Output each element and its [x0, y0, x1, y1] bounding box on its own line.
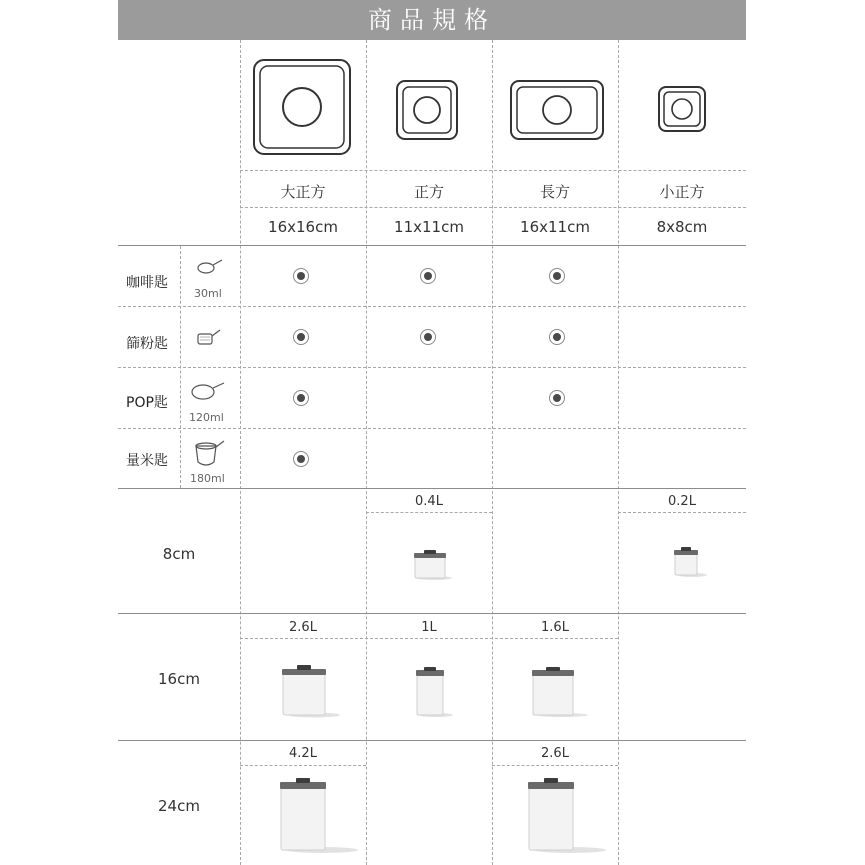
row-divider: [240, 765, 366, 766]
scoop-name: POP匙: [126, 395, 168, 411]
row-divider: [118, 367, 746, 368]
shape-size: 16x16cm: [268, 218, 338, 236]
section-divider: [118, 245, 746, 246]
row-divider: [118, 306, 746, 307]
small-square-outline-icon: [657, 85, 707, 133]
availability-dot: [420, 329, 436, 345]
volume-label: 0.2L: [668, 494, 696, 509]
row-divider: [366, 512, 492, 513]
container-image: [278, 778, 360, 856]
row-divider: [240, 638, 618, 639]
row-divider: [618, 512, 746, 513]
availability-dot: [293, 451, 309, 467]
rice-scoop-icon: [192, 438, 228, 470]
square-outline-icon: [395, 79, 459, 141]
volume-label: 1L: [421, 620, 437, 635]
container-image: [530, 667, 590, 720]
container-image: [412, 550, 450, 582]
availability-dot: [549, 329, 565, 345]
pop-scoop-icon: [190, 378, 228, 402]
column-divider: [492, 40, 493, 865]
row-divider: [118, 428, 746, 429]
shape-name: 大正方: [280, 183, 326, 201]
sifter-scoop-icon: [196, 326, 222, 348]
shape-name: 長方: [539, 183, 570, 201]
section-divider: [118, 488, 746, 489]
row-divider: [492, 765, 618, 766]
shape-size: 16x11cm: [520, 218, 590, 236]
column-divider: [618, 40, 619, 865]
height-label: 24cm: [158, 797, 200, 815]
page-title: 商品規格: [368, 6, 496, 34]
scoop-capacity: 180ml: [190, 472, 225, 485]
shape-size: 11x11cm: [394, 218, 464, 236]
column-divider: [240, 40, 241, 865]
volume-label: 1.6L: [541, 620, 569, 635]
volume-label: 0.4L: [415, 494, 443, 509]
height-label: 16cm: [158, 670, 200, 688]
availability-dot: [549, 268, 565, 284]
rectangle-outline-icon: [509, 79, 605, 141]
availability-dot: [293, 329, 309, 345]
container-image: [526, 778, 608, 856]
availability-dot: [293, 268, 309, 284]
column-divider: [366, 40, 367, 865]
volume-label: 4.2L: [289, 746, 317, 761]
availability-dot: [420, 268, 436, 284]
scoop-name: 量米匙: [126, 453, 168, 469]
shape-name: 正方: [413, 183, 444, 201]
container-image: [414, 667, 454, 720]
height-label: 8cm: [162, 545, 196, 563]
scoop-name: 咖啡匙: [126, 275, 168, 291]
row-divider: [240, 207, 746, 208]
row-divider: [240, 170, 746, 171]
shape-size: 8x8cm: [656, 218, 708, 236]
scoop-capacity: 30ml: [194, 287, 222, 300]
volume-label: 2.6L: [289, 620, 317, 635]
section-divider: [118, 613, 746, 614]
container-image: [280, 665, 340, 720]
section-divider: [118, 740, 746, 741]
container-image: [672, 547, 706, 579]
volume-label: 2.6L: [541, 746, 569, 761]
large-square-outline-icon: [252, 58, 352, 156]
shape-name: 小正方: [659, 183, 705, 201]
scoop-name: 篩粉匙: [126, 336, 168, 352]
availability-dot: [293, 390, 309, 406]
scoop-capacity: 120ml: [189, 411, 224, 424]
availability-dot: [549, 390, 565, 406]
coffee-scoop-icon: [196, 256, 224, 276]
